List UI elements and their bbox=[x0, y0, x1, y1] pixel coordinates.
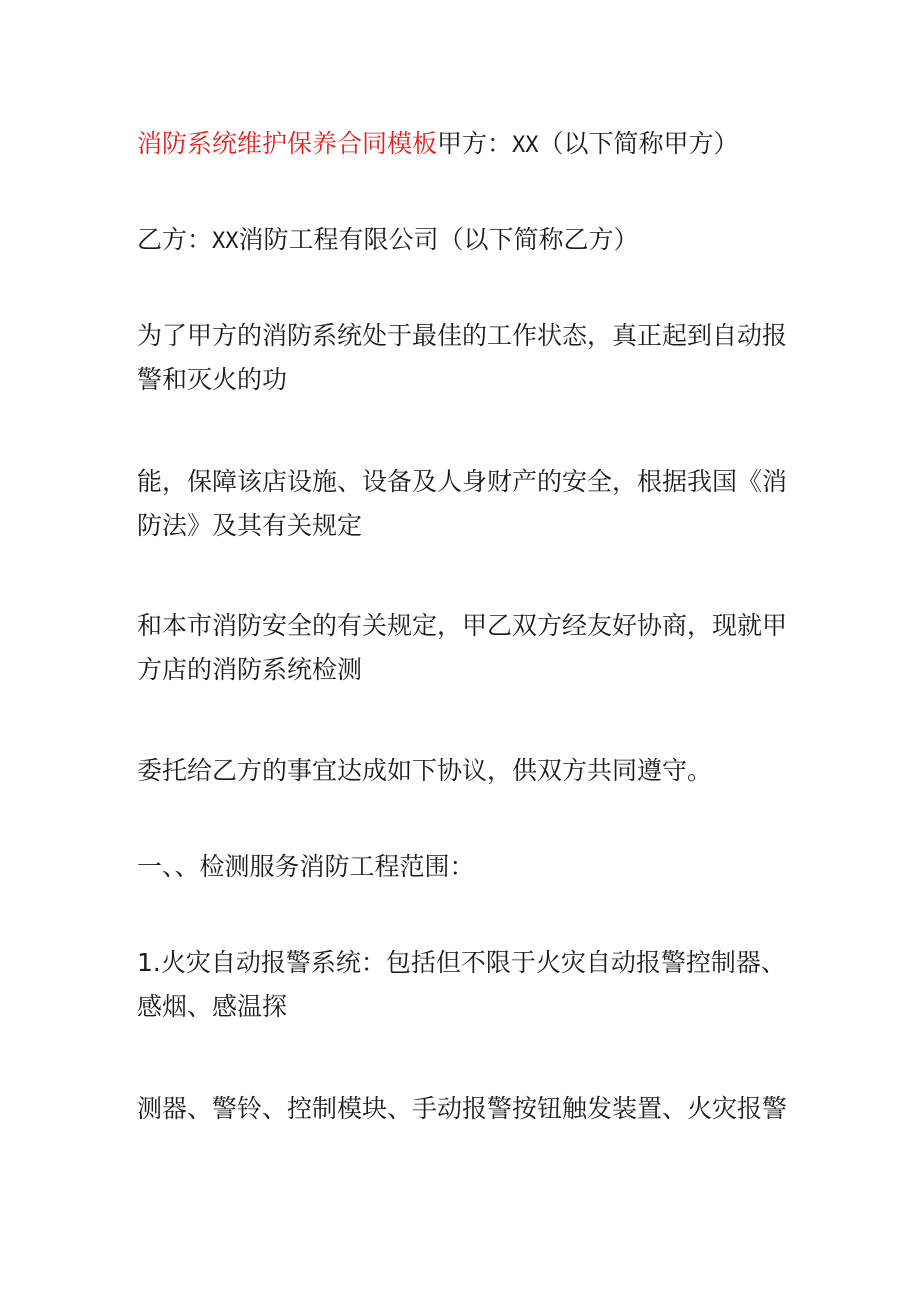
document-title: 消防系统维护保养合同模板 bbox=[137, 129, 438, 158]
party-b-name: XX bbox=[212, 229, 239, 254]
paragraph: 测器、警铃、控制模块、手动报警按钮触发装置、火灾报警 bbox=[137, 1094, 788, 1123]
heading-line bbox=[137, 122, 797, 168]
paragraph: 为了甲方的消防系统处于最佳的工作状态，真正起到自动报警和灭火的功 bbox=[137, 321, 788, 394]
party-a-suffix: （以下简称甲方） bbox=[538, 129, 739, 158]
section-heading: 一、、检测服务消防工程范围： bbox=[137, 852, 475, 881]
paragraph: 能，保障该店设施、设备及人身财产的安全，根据我国《消防法》及其有关规定 bbox=[137, 467, 788, 540]
paragraph: 委托给乙方的事宜达成如下协议，供双方共同遵守。 bbox=[137, 756, 713, 785]
party-b-prefix: 乙方： bbox=[137, 225, 213, 254]
paragraph: 1.火灾自动报警系统：包括但不限于火灾自动报警控制器、感烟、感温探 bbox=[137, 948, 786, 1021]
party-b-line bbox=[137, 218, 797, 264]
paragraph: 和本市消防安全的有关规定，甲乙双方经友好协商，现就甲方店的消防系统检测 bbox=[137, 611, 788, 684]
party-a-name: XX bbox=[512, 133, 539, 158]
party-b-suffix: 消防工程有限公司（以下简称乙方） bbox=[238, 225, 639, 254]
party-a-prefix: 甲方： bbox=[437, 129, 513, 158]
